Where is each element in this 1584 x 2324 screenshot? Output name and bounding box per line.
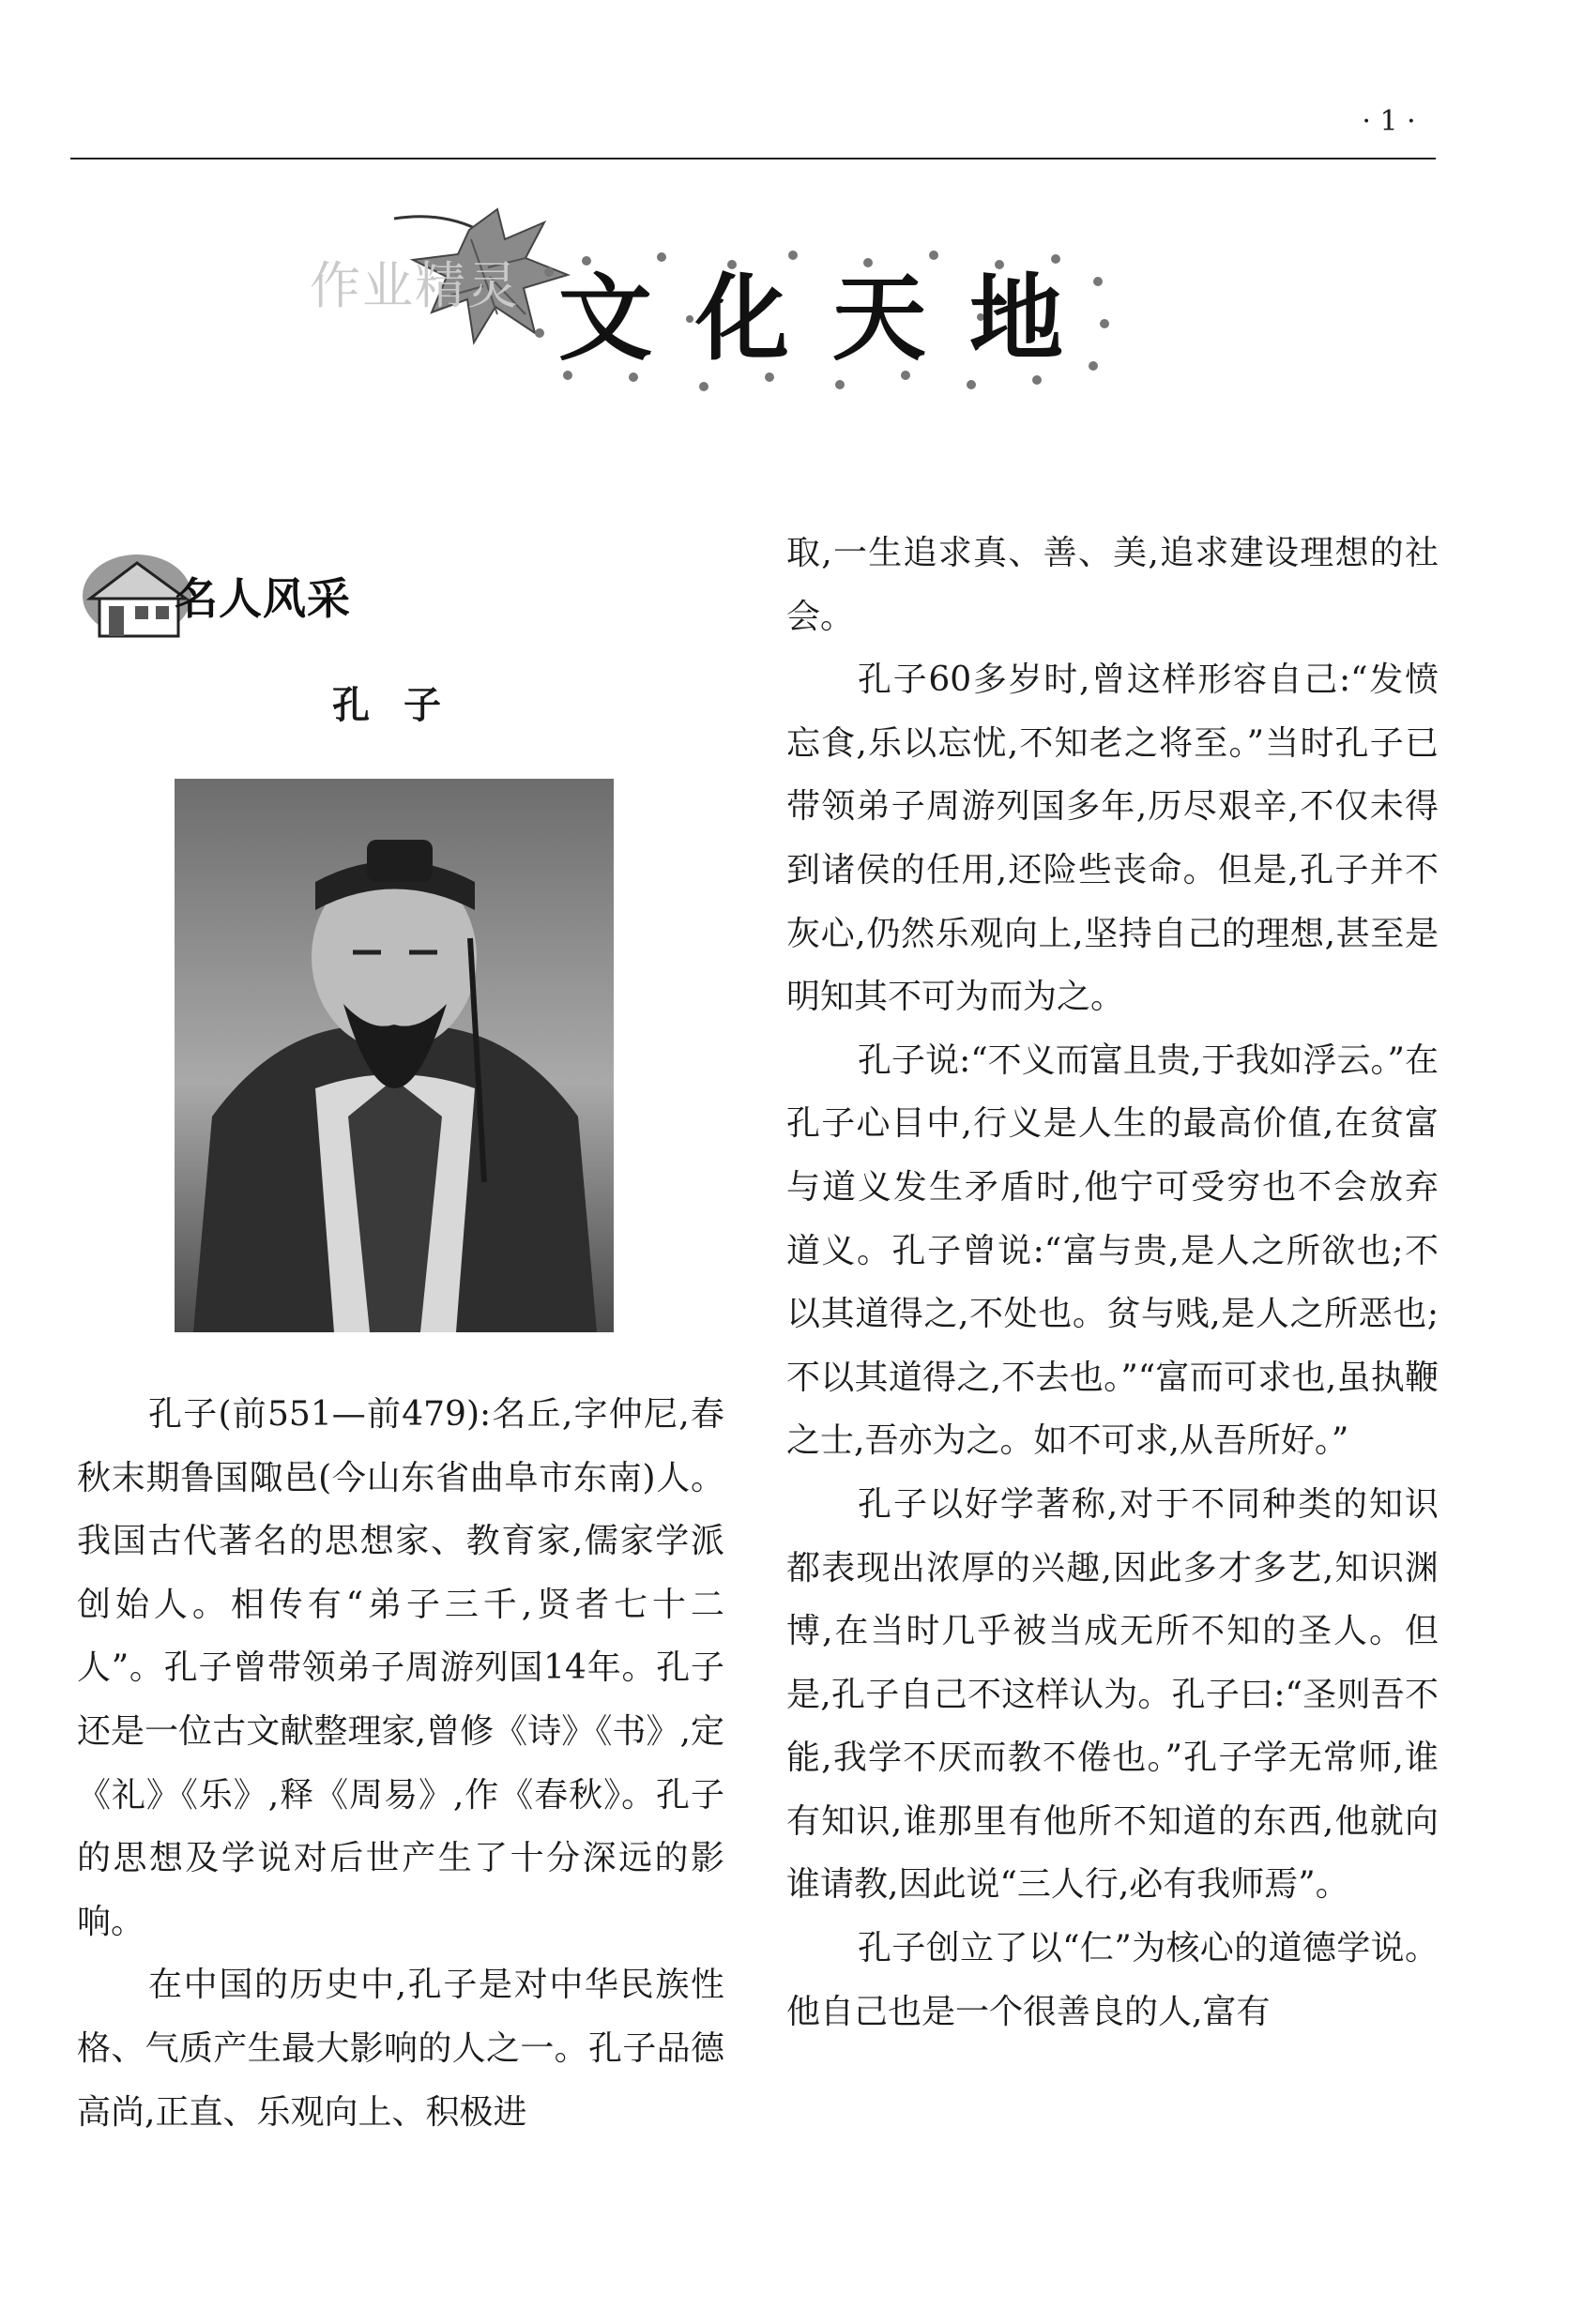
header-rule <box>70 158 1436 159</box>
paragraph: 孔子60多岁时,曾这样形容自己:“发愤忘食,乐以忘忧,不知老之将至。”当时孔子已带领弟子周游列国多年,历尽艰辛,不仅未得到诸侯的任用,还险些丧命。但是,孔子并不灰心,仍然乐观向上,坚持自己的理想,甚至是明知其不可为而为之。 <box>786 661 1439 1017</box>
paragraph: 在中国的历史中,孔子是对中华民族性格、气质产生最大影响的人之一。孔子品德高尚,正直、乐观向上、积极进 <box>77 1966 724 2132</box>
article-title: 孔子 <box>332 683 475 727</box>
right-column <box>786 522 1439 2043</box>
left-column <box>77 1383 724 2144</box>
watermark: 作业精灵 <box>310 256 520 315</box>
section-label: 名人风采 <box>175 573 351 624</box>
section-badge <box>81 544 362 647</box>
confucius-portrait <box>175 779 614 1332</box>
paragraph: 孔子创立了以“仁”为核心的道德学说。他自己也是一个很善良的人,富有 <box>786 1929 1439 2031</box>
paragraph: 孔子(前551—前479):名丘,字仲尼,春秋末期鲁国陬邑(今山东省曲阜市东南)人。我国古代著名的思想家、教育家,儒家学派创始人。相传有“弟子三千,贤者七十二人”。孔子曾带领弟子周游列国14年。孔子还是一位古文献整理家,曾修《诗》《书》,定《礼》《乐》,释《周易》,作《春秋》。孔子的思想及学说对后世产生了十分深远的影响。 <box>77 1395 724 1941</box>
paragraph: 孔子说:“不义而富且贵,于我如浮云。”在孔子心目中,行义是人生的最高价值,在贫富与道义发生矛盾时,他宁可受穷也不会放弃道义。孔子曾说:“富与贵,是人之所欲也;不以其道得之,不处也。贫与贱,是人之所恶也;不以其道得之,不去也。”“富而可求也,虽执鞭之士,吾亦为之。如不可求,从吾所好。” <box>786 1040 1439 1461</box>
paragraph: 孔子以好学著称,对于不同种类的知识都表现出浓厚的兴趣,因此多才多艺,知识渊博,在当时几乎被当成无所不知的圣人。但是,孔子自己不这样认为。孔子曰:“圣则吾不能,我学不厌而教不倦也。”孔子学无常师,谁有知识,谁那里有他所不知道的东西,他就向谁请教,因此说“三人行,必有我师焉”。 <box>786 1484 1439 1905</box>
banner <box>530 244 1112 394</box>
banner-title: 文化天地 <box>558 264 1106 373</box>
page-number: · 1 · <box>1362 105 1416 138</box>
paragraph: 取,一生追求真、善、美,追求建设理想的社会。 <box>786 534 1439 636</box>
